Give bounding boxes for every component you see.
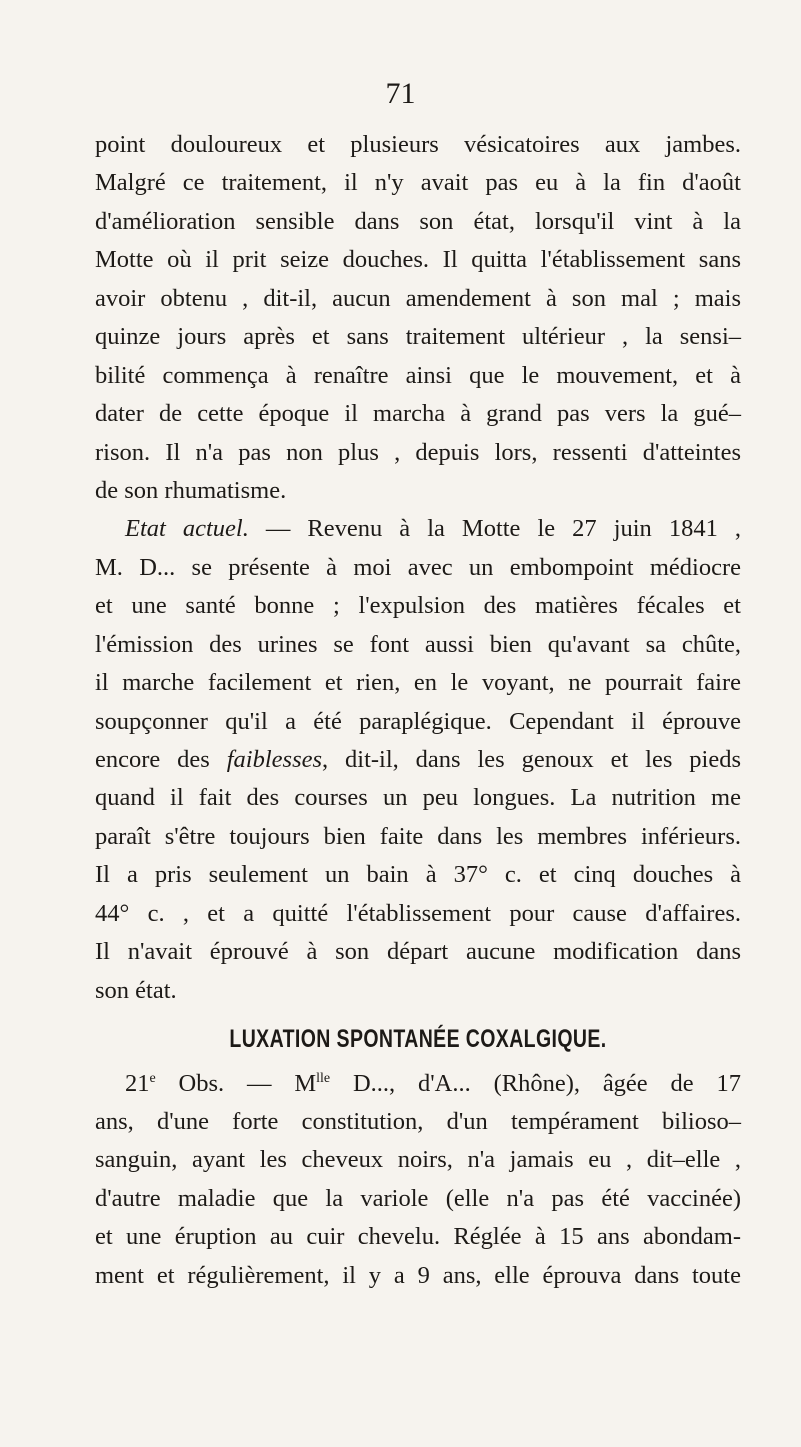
text-line: Il n'avait éprouvé à son départ aucune modification dans bbox=[95, 938, 741, 966]
text-line: et une santé bonne ; l'expulsion des matières fécales et bbox=[95, 592, 741, 620]
text-line: Motte où il prit seize douches. Il quitta l'établissement sans bbox=[95, 246, 741, 274]
page-number: 71 bbox=[385, 77, 416, 110]
text-line: et une éruption au cuir chevelu. Réglée à 15 ans abondam- bbox=[95, 1223, 741, 1251]
line-part: encore des bbox=[95, 746, 227, 773]
text-line: bilité commença à renaître ainsi que le mouvement, et à bbox=[95, 361, 741, 389]
text-line: paraît s'être toujours bien faite dans les membres inférieurs. bbox=[95, 822, 741, 850]
text-line: de son rhumatisme. bbox=[95, 476, 287, 504]
body-text bbox=[95, 126, 741, 1295]
etat-first-rest: — Revenu à la Motte le 27 juin 1841 , bbox=[248, 515, 741, 543]
text-line: Il a pris seulement un bain à 37° c. et cinq douches à bbox=[95, 861, 741, 889]
etat-label: Etat actuel. bbox=[125, 515, 249, 543]
text-line: sanguin, ayant les cheveux noirs, n'a jamais eu , dit–elle , bbox=[95, 1146, 741, 1174]
text-line: dater de cette époque il marcha à grand pas vers la gué– bbox=[95, 400, 741, 428]
italic-word: faiblesses bbox=[226, 746, 323, 773]
mademoiselle-suffix: lle bbox=[316, 1070, 331, 1086]
text-line: M. D... se présente à moi avec un embompoint médiocre bbox=[95, 553, 741, 581]
text-line: son état. bbox=[95, 976, 177, 1004]
text-line: quand il fait des courses un peu longues. La nutrition me bbox=[95, 784, 741, 812]
line-part: , dit-il, dans les genoux et les pieds bbox=[322, 746, 741, 773]
text-line: l'émission des urines se font aussi bien qu'avant sa chûte, bbox=[95, 630, 741, 658]
text-line: point douloureux et plusieurs vésicatoires aux jambes. bbox=[95, 131, 741, 158]
text-line: ment et régulièrement, il y a 9 ans, elle éprouva dans toute bbox=[95, 1261, 741, 1289]
text-line: quinze jours après et sans traitement ultérieur , la sensi– bbox=[95, 323, 741, 351]
text-line: d'autre maladie que la variole (elle n'a pas été vaccinée) bbox=[95, 1184, 741, 1212]
text-line: avoir obtenu , dit-il, aucun amendement à son mal ; mais bbox=[95, 284, 741, 312]
text-line: ans, d'une forte constitution, d'un tempérament bilioso– bbox=[95, 1107, 741, 1135]
text-line bbox=[95, 741, 741, 779]
text-line: d'amélioration sensible dans son état, lorsqu'il vint à la bbox=[95, 207, 741, 235]
text-line: Malgré ce traitement, il n'y avait pas eu à la fin d'août bbox=[95, 169, 741, 197]
obs-number-suffix: e bbox=[149, 1070, 156, 1086]
obs-label: Obs. — M bbox=[155, 1069, 317, 1097]
section-heading: LUXATION SPONTANÉE COXALGIQUE. bbox=[229, 1025, 607, 1054]
etat-first-line bbox=[95, 510, 741, 548]
text-line: il marche facilement et rien, en le voyant, ne pourrait faire bbox=[95, 669, 741, 697]
obs-number: 21 bbox=[125, 1069, 150, 1097]
obs-first-rest: D..., d'A... (Rhône), âgée de 17 bbox=[330, 1069, 741, 1097]
obs-first-line bbox=[95, 1065, 741, 1103]
text-line: soupçonner qu'il a été paraplégique. Cependant il éprouve bbox=[95, 707, 741, 735]
text-line: rison. Il n'a pas non plus , depuis lors, ressenti d'atteintes bbox=[95, 438, 741, 466]
text-line: 44° c. , et a quitté l'établissement pour cause d'affaires. bbox=[95, 899, 741, 927]
